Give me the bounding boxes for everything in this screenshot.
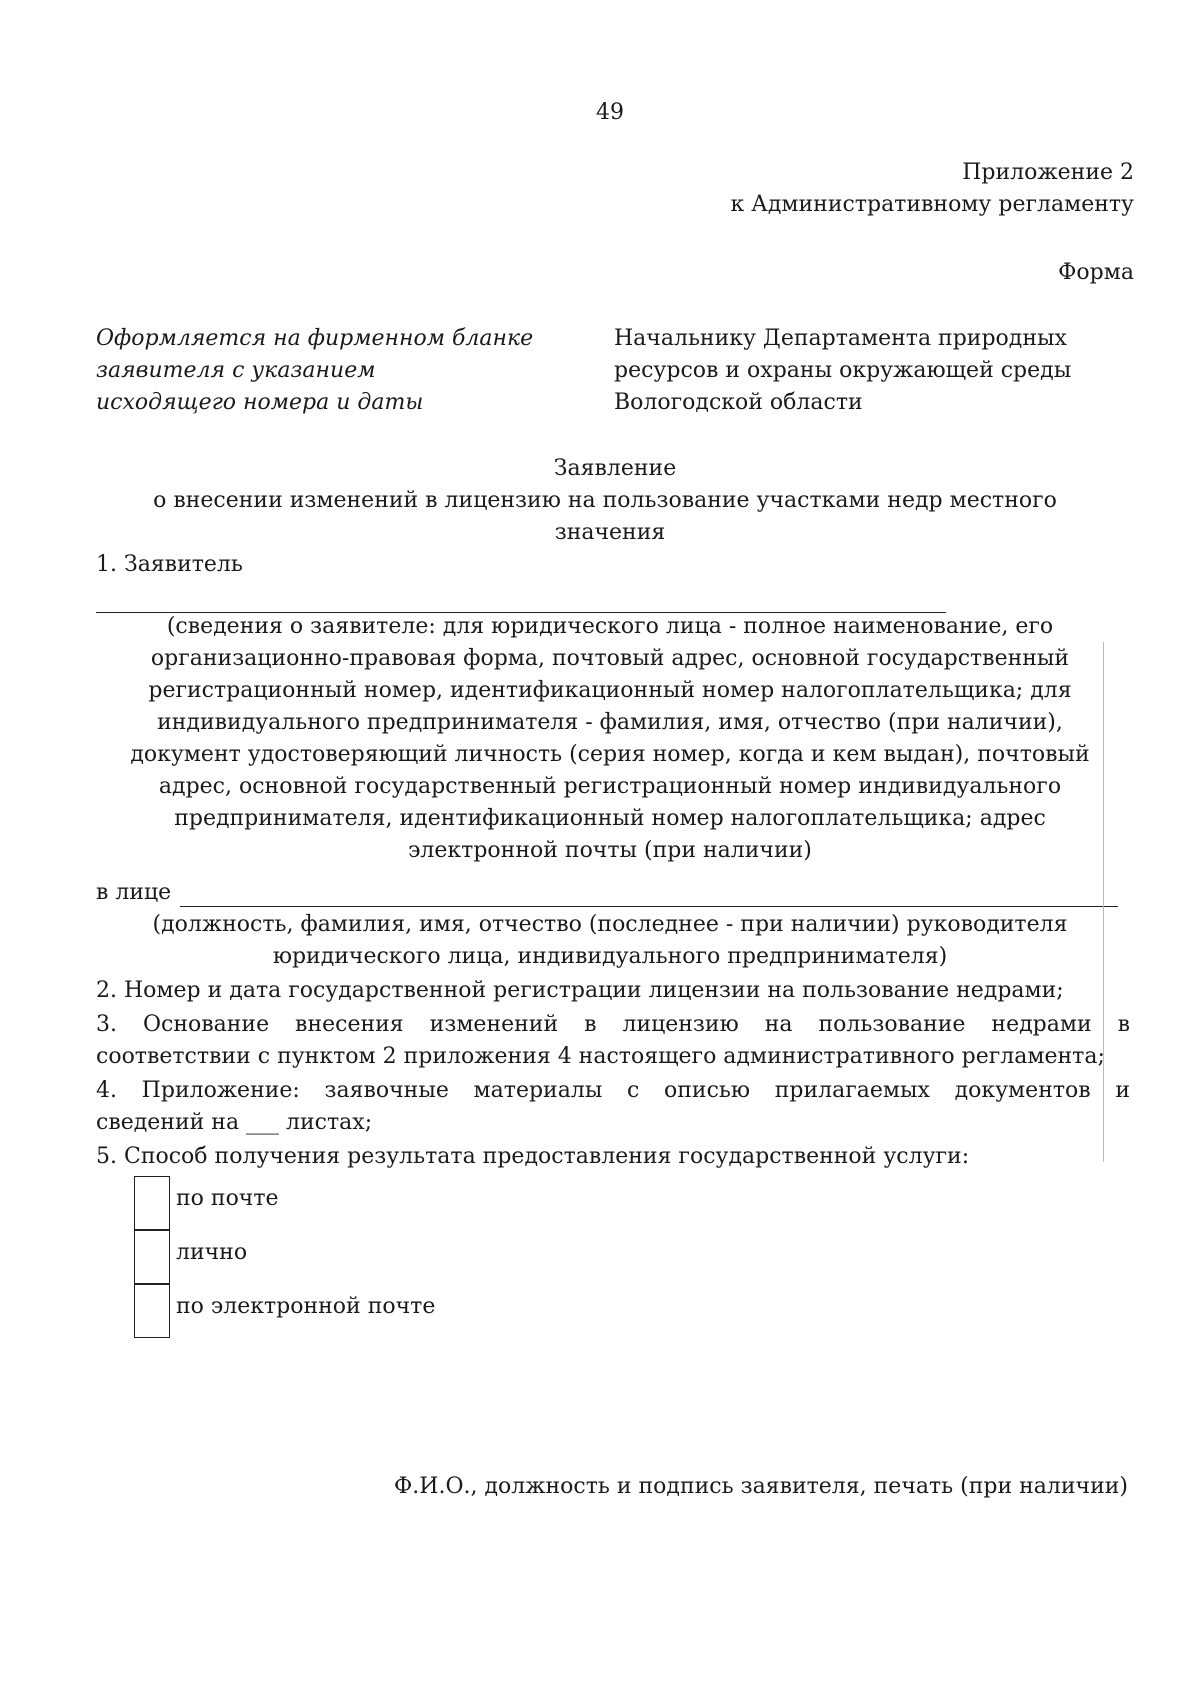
addressee-line-2: ресурсов и охраны окружающей среды [614,358,1072,383]
addressee-line-1: Начальнику Департамента природных [614,326,1067,351]
applicant-hint-line: регистрационный номер, идентификационный номер налогоплательщика; для [148,678,1072,703]
delivery-option-label: по электронной почте [176,1294,436,1319]
item-3-line-2: соответствии с пунктом 2 приложения 4 настоящего административного регламента; [96,1044,1105,1069]
item-2: 2. Номер и дата государственной регистрации лицензии на пользование недрами; [96,978,1064,1003]
applicant-hint-line: индивидуального предпринимателя - фамилия, имя, отчество (при наличии), [157,710,1063,735]
representative-hint-line: (должность, фамилия, имя, отчество (последнее - при наличии) руководителя [152,912,1068,937]
item-3-line-1: 3. Основание внесения изменений в лицензию на пользование недрами в [96,1012,1130,1037]
applicant-hint-line: документ удостоверяющий личность (серия номер, когда и кем выдан), почтовый [130,742,1090,767]
scan-edge-line [1103,642,1104,1162]
appendix-line-2: к Административному регламенту [730,192,1134,217]
applicant-hint-line: предпринимателя, идентификационный номер налогоплательщика; адрес [174,806,1046,831]
delivery-option-label: лично [176,1240,248,1265]
document-title: Заявление [553,456,677,481]
item-5-label: 5. Способ получения результата предоставления государственной услуги: [96,1144,970,1169]
delivery-option-label: по почте [176,1186,279,1211]
delivery-option-checkbox-personal[interactable] [134,1230,170,1284]
page-number: 49 [596,100,624,125]
item-4-line-2: сведений на ___ листах; [96,1110,373,1135]
applicant-label: 1. Заявитель [96,552,243,577]
appendix-line-1: Приложение 2 [962,160,1134,185]
representative-hint-line: юридического лица, индивидуального предпринимателя) [272,944,948,969]
representative-fill-line[interactable] [180,906,1118,907]
form-label: Форма [1058,260,1134,285]
item-4-line-1: 4. Приложение: заявочные материалы с описью прилагаемых документов и [96,1078,1130,1103]
letterhead-note-line-2: заявителя с указанием [96,358,376,383]
delivery-option-checkbox-post[interactable] [134,1176,170,1230]
applicant-hint-line: электронной почты (при наличии) [408,838,812,863]
letterhead-note-line-1: Оформляется на фирменном бланке [96,326,534,351]
document-subtitle-line-2: значения [554,520,666,545]
applicant-hint-line: (сведения о заявителе: для юридического лица - полное наименование, его [166,614,1054,639]
applicant-fill-line[interactable] [96,612,946,613]
delivery-option-checkbox-email[interactable] [134,1284,170,1338]
document-subtitle-line-1: о внесении изменений в лицензию на пользование участками недр местного [153,488,1057,513]
addressee-line-3: Вологодской области [614,390,863,415]
letterhead-note-line-3: исходящего номера и даты [96,390,424,415]
applicant-hint-line: адрес, основной государственный регистрационный номер индивидуального [158,774,1062,799]
representative-label: в лице [96,880,172,905]
signature-caption: Ф.И.О., должность и подпись заявителя, печать (при наличии) [394,1474,1128,1499]
applicant-hint-line: организационно-правовая форма, почтовый адрес, основной государственный [150,646,1070,671]
